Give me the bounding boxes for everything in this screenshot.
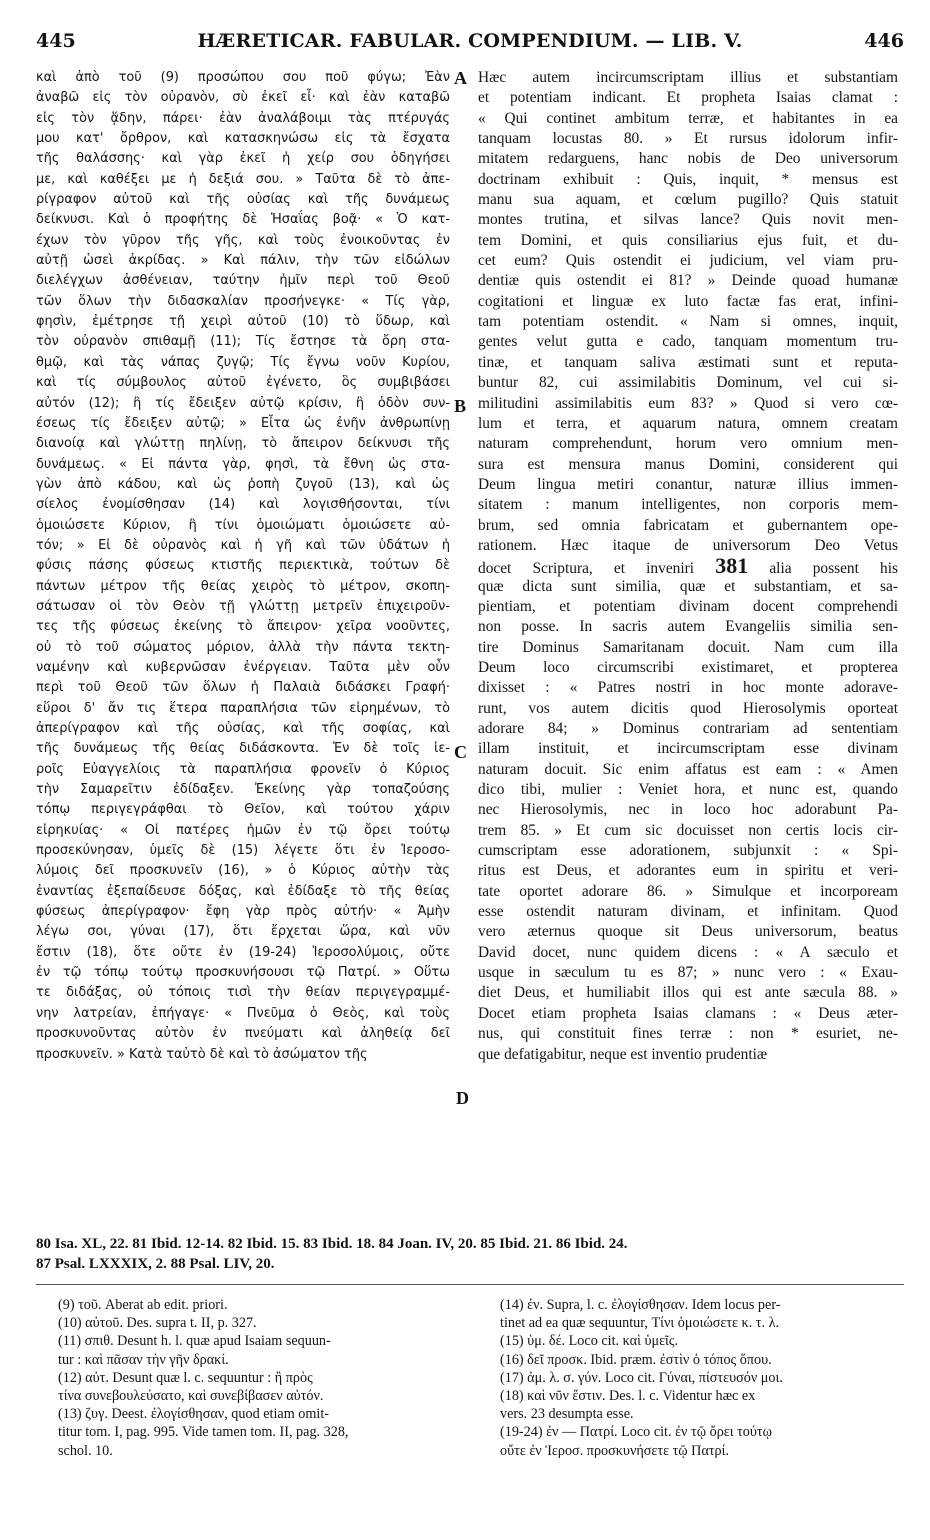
footnote-line: tinet ad ea quæ sequuntur, Τίνι ὁμοιώσετε κ. τ. λ. xyxy=(500,1315,780,1332)
latin-text-line: David docet, nunc quidem dicens : « A sæculo et xyxy=(478,943,898,961)
latin-text-line: sura est mensura manus Domini, considerent qui xyxy=(478,455,898,473)
running-header xyxy=(36,30,904,58)
latin-text-line: militudini assimilabitis eum 83? » Quod si vero cœ- xyxy=(478,394,898,412)
latin-text-line: pientiam, et potentiam divinam docent comprehendi xyxy=(478,597,898,615)
latin-text-line: cogitationi et linguæ ex luto factæ fas erat, infini- xyxy=(478,292,898,310)
greek-text-line: θμῷ, καὶ τὰς νάπας ζυγῷ; Τίς ἔγνω νοῦν Κυρίου, xyxy=(36,354,450,370)
footnote-line: schol. 10. xyxy=(58,1442,113,1459)
latin-text-line: Hæc autem incircumscriptam illius et substantiam xyxy=(478,69,898,86)
page-number-left: 445 xyxy=(36,30,76,52)
column-number: 381 xyxy=(715,556,749,577)
scripture-references xyxy=(36,1234,904,1274)
latin-text-line: dentiæ quis ostendit ei 81? » Deinde quoad humanæ xyxy=(478,272,898,290)
latin-column xyxy=(478,68,898,1226)
scripture-reference-line: 80 Isa. XL, 22. 81 Ibid. 12-14. 82 Ibid. 15. 83 Ibid. 18. 84 Joan. IV, 20. 85 Ibid. 21. 86 Ibid. 24. xyxy=(36,1236,628,1252)
latin-text-line: dixisset : « Patres nostri in hoc monte adorave- xyxy=(478,679,898,697)
footnote-line: vers. 23 desumpta esse. xyxy=(500,1406,634,1423)
greek-text-line: τόπῳ περιγεγράφθαι τὸ Θεῖον, καὶ τούτου χάριν xyxy=(36,802,450,818)
greek-text-line: έχων τὸν γῦρον τῆς γῆς, καὶ τοὺς ἐνοικοῦντας ἐν xyxy=(36,232,450,248)
latin-text-line: tinæ, et tanquam saliva æstimati sunt et reputa- xyxy=(478,353,898,371)
latin-text-line: ritus est Deus, et adorantes eum in spiritu et veri- xyxy=(478,862,898,880)
greek-text-line: αὐτόν (12); ἢ τίς ἔδειξεν αὐτῷ κρίσιν, ἢ ὁδὸν συν- xyxy=(36,395,450,411)
latin-text-line: buntur 82, cui assimilabitis Dominum, vel cui si- xyxy=(478,374,898,392)
latin-text-line: trem 85. » Et cum sic docuisset non certis locis cir- xyxy=(478,821,898,839)
greek-text-line: σίελος ἐνομίσθησαν (14) καὶ λογισθήσονται, τίνι xyxy=(36,497,450,513)
greek-text-line: δυνάμεως. « Εἰ πάντα γὰρ, φησὶ, τὰ ἔθνη ὡς στα- xyxy=(36,456,450,472)
latin-text-line: Deum lingua metiri conantur, naturæ illius immen- xyxy=(478,475,898,493)
scripture-reference-line: 87 Psal. LXXXIX, 2. 88 Psal. LIV, 20. xyxy=(36,1256,275,1272)
latin-text-line: sitatem : manum intelligentes, non corporis mem- xyxy=(478,496,898,514)
greek-text-line: προσκυνοῦντας αὐτὸν ἐν πνεύματι καὶ ἀληθείᾳ δεῖ xyxy=(36,1026,450,1042)
latin-text-line: non posse. In sacris autem Evangeliis similia sen- xyxy=(478,618,898,636)
greek-text-line: εἰρηκυίας· « Οἱ πατέρες ἡμῶν ἐν τῷ ὄρει τούτῳ xyxy=(36,822,450,838)
greek-text-line: ἀναβῶ εἰς τὸν οὐρανὸν, σὺ ἐκεῖ εἶ· καὶ ἐὰν καταβῶ xyxy=(36,90,450,106)
greek-text-line: λέγω σοι, γύναι (17), ὅτι ἔρχεται ὥρα, καὶ νῦν xyxy=(36,924,450,940)
latin-text-line: manu sua aquam, et cœlum pugillo? Quis statuit xyxy=(478,191,898,209)
footnote-line: tur : καὶ πᾶσαν τὴν γῆν δρακί. xyxy=(58,1351,229,1368)
greek-text-line: διελέγχων ἀσθένειαν, ταύτην ἡμῖν περὶ τοῦ Θεοῦ xyxy=(36,273,450,289)
greek-text-line: καὶ ἀπὸ τοῦ (9) προσώπου σου ποῦ φύγω; Ἐὰν xyxy=(36,70,450,85)
greek-text-line: αὐτῇ ὡσεὶ ἀκρίδας. » Καὶ πάλιν, τὴν τῶν εἰδώλων xyxy=(36,253,450,269)
latin-text-line: et potentiam indicant. Et propheta Isaias clamat : xyxy=(478,89,898,107)
greek-text-line: φησὶν, ἐμέτρησε τῇ χειρὶ αὐτοῦ (10) τὸ ὕδωρ, καὶ xyxy=(36,314,450,330)
footnote-line: (18) καὶ νῦν ἔστιν. Des. l. c. Videntur hæc ex xyxy=(500,1388,756,1405)
footnotes-left xyxy=(58,1296,458,1460)
greek-text-line: σάτωσαν οἱ τὸν Θεὸν τῇ γλώττῃ μετρεῖν ἐπιχειροῦν- xyxy=(36,598,450,614)
latin-text-line: Docet etiam propheta Isaias clamans : « Deus æter- xyxy=(478,1004,898,1022)
latin-text-line: tem Domini, et quis consiliarius ejus fuit, et du- xyxy=(478,231,898,249)
footnote-line: (9) τοῦ. Aberat ab edit. priori. xyxy=(58,1297,228,1313)
latin-text-line: cet eum? Quis ostendit ei judicium, vel viam pru- xyxy=(478,252,898,270)
greek-text-line: τε διδάξας, οὐ τόποις τισὶ τὴν θείαν περιγεγραμμέ- xyxy=(36,985,450,1001)
latin-text-line: vero æternus quoque sit Deus universorum, beatus xyxy=(478,923,898,941)
latin-text-line: Deum loco circumscribi existimaret, et propterea xyxy=(478,658,898,676)
latin-text-line: lum et terra, et aquarum natura, omnem creatam xyxy=(478,414,898,432)
greek-text-line: πάντων μέτρον τῆς θείας χειρὸς τὸ μέτρον, σκοπη- xyxy=(36,578,450,594)
greek-text-line: οὐ τὸ τοῦ σώματος μόριον, ἀλλὰ τὴν πάντα τεκτη- xyxy=(36,639,450,655)
greek-text-line: νην λατρείαν, ἐπήγαγε· « Πνεῦμα ὁ Θεὸς, καὶ τοὺς xyxy=(36,1005,450,1021)
footnote-line: (13) ζυγ. Deest. ἐλογίσθησαν, quod etiam omit- xyxy=(58,1406,330,1423)
footnote-line: (17) ἀμ. λ. σ. γύν. Loco cit. Γύναι, πίστευσόν μοι. xyxy=(500,1369,783,1386)
footnote-line: (15) ὑμ. δέ. Loco cit. καὶ ὑμεῖς. xyxy=(500,1333,679,1350)
greek-text-line: λύμοις δεῖ προσκυνεῖν (16), » ὁ Κύριος αὐτὴν τὰς xyxy=(36,863,450,879)
latin-text-line: tate oportet adorare 86. » Simulque et incorpoream xyxy=(478,882,898,900)
margin-marker-a: A xyxy=(454,68,467,88)
margin-marker-b: B xyxy=(454,396,467,416)
latin-text-line: illam instituit, et incircumscriptam esse divinam xyxy=(478,740,898,758)
footnotes-right xyxy=(500,1296,900,1460)
footnote-line: τίνα συνεβουλεύσατο, καὶ συνεβίβασεν αὐτόν. xyxy=(58,1388,324,1405)
greek-text-line: τῆς δυνάμεως τῆς θείας διδάσκοντα. Ἐν δὲ τοῖς ἱε- xyxy=(36,741,450,757)
greek-text-line: περὶ τοῦ Θεοῦ τῶν ὅλων ἡ Παλαιὰ διδάσκει Γραφή· xyxy=(36,680,450,696)
footnote-divider xyxy=(36,1284,904,1285)
greek-text-line: ἐν τῷ τόπῳ τούτῳ προσκυνήσουσι τῷ Πατρί. » Οὕτω xyxy=(36,965,450,981)
footnote-line: (12) αὐτ. Desunt quæ l. c. sequuntur : ἢ πρὸς xyxy=(58,1369,313,1386)
greek-text-line: έσεως τίς ἔδειξεν αὐτῷ; » Εἶτα ὡς ἐνῆν ἀνθρωπίνῃ xyxy=(36,415,450,431)
latin-text-line: tanquam locustas 80. » Et rursus idolorum infir- xyxy=(478,130,898,148)
greek-text-line: εἰς τὸν ᾅδην, πάρει· ἐὰν ἀναλάβοιμι τὰς πτέρυγάς xyxy=(36,110,450,126)
greek-text-line: δείκνυσι. Καὶ ὁ προφήτης δὲ Ἡσαΐας βοᾷ· « Ὁ κατ- xyxy=(36,212,450,228)
latin-text-line: adorare 84; » Dominus contrariam ad sententiam xyxy=(478,720,898,737)
latin-text-line: montes trutina, et silvas lance? Quis novit men- xyxy=(478,211,898,229)
latin-text-line: cumscriptam esse adorationem, subjunxit : « Spi- xyxy=(478,842,898,860)
latin-text-line: quæ dicta sunt similia, quæ et substantiam, et sa- xyxy=(478,577,898,595)
latin-text-line: runt, vos autem dicitis quod Hierosolymis oporteat xyxy=(478,699,898,717)
latin-text-line: diet Deus, et humiliabit illos qui est ante sæcula 88. » xyxy=(478,984,898,1002)
margin-marker-d: D xyxy=(456,1088,469,1108)
page-number-right: 446 xyxy=(864,30,904,52)
footnote-line: οὔτε ἐν Ἱεροσ. προσκυνήσετε τῷ Πατρί. xyxy=(500,1442,730,1459)
latin-text-line: usque in sæculum tu es 87; » nunc vero : « Exau- xyxy=(478,964,898,982)
latin-text-line: tam potentiam ostendit. « Nam si omnes, inquit, xyxy=(478,313,898,331)
latin-text-line: mitatem redarguens, hanc nobis de Deo universorum xyxy=(478,150,898,168)
greek-text-line: ἀπερίγραφον καὶ τῆς οὐσίας, καὶ τῆς σοφίας, καὶ xyxy=(36,721,450,736)
greek-text-line: διανοίᾳ καὶ γλώττῃ πηλίνῃ, τὸ ἄπειρον δείκνυσι τῆς xyxy=(36,436,450,452)
greek-text-line: προσεκύνησαν, ὑμεῖς δὲ (15) λέγετε ὅτι ἐν Ἱεροσο- xyxy=(36,843,450,859)
latin-text-line: nus, qui constituit fines terræ : non * esuriet, ne- xyxy=(478,1025,898,1043)
latin-text-line: « Qui continet ambitum terræ, et habitantes in ea xyxy=(478,109,898,127)
footnote-line: titur tom. I, pag. 995. Vide tamen tom. II, pag. 328, xyxy=(58,1424,349,1441)
greek-text-line: ροῖς Εὐαγγελίοις τὰ παραπλήσια φρονεῖν ὁ Κύριος xyxy=(36,761,450,777)
footnote-line: (16) δεῖ προσκ. Ibid. præm. ἐστὶν ὁ τόπος ὅπου. xyxy=(500,1351,772,1368)
greek-text-line: φύσις πάσης φύσεως κτιστῆς περιεκτικὰ, τούτων δὲ xyxy=(36,558,450,574)
latin-text-line: tire Dominus Samaritanam docuit. Nam cum illa xyxy=(478,638,898,656)
latin-text-line: naturam docuit. Sic enim affatus est eam : « Amen xyxy=(478,760,898,778)
footnote-line: (19-24) ἐν — Πατρί. Loco cit. ἐν τῷ ὄρει τούτῳ xyxy=(500,1424,772,1441)
greek-text-line: τῆς θαλάσσης· καὶ γὰρ ἐκεῖ ἡ χείρ σου ὁδηγήσει xyxy=(36,151,450,167)
footnote-line: (11) σπιθ. Desunt h. l. quæ apud Isaiam sequun- xyxy=(58,1333,331,1350)
margin-marker-c: C xyxy=(454,742,467,762)
greek-text-line: ρίγραφον αὐτοῦ καὶ τῆς οὐσίας καὶ τῆς δυνάμεως xyxy=(36,192,450,208)
latin-text-line: naturam comprehendunt, horum vero omnium men- xyxy=(478,435,898,453)
footnote-line: (14) ἐν. Supra, l. c. ἐλογίσθησαν. Idem locus per- xyxy=(500,1297,781,1313)
latin-text-line: que defatigabitur, neque est inventio prudentiæ xyxy=(478,1045,768,1063)
latin-text-line: rationem. Hæc itaque de universorum Deo Vetus xyxy=(478,536,898,554)
running-title: HÆRETICAR. FABULAR. COMPENDIUM. — LIB. V. xyxy=(197,30,743,52)
greek-text-line: τὴν Σαμαρεῖτιν ἐδίδαξεν. Ἐκείνης γὰρ τοπαζούσης xyxy=(36,782,450,798)
greek-text-line: τες τῆς φύσεως ἐκείνης τὸ ἄπειρον· χεῖρα νοοῦντες, xyxy=(36,619,450,635)
latin-text-line: gentes velut gutta e cado, tanquam momentum tru- xyxy=(478,333,898,351)
greek-text-line: ἔστιν (18), ὅτε οὔτε ἐν (19-24) Ἱεροσολύμοις, οὔτε xyxy=(36,944,450,960)
greek-text-line: τὸν οὐρανὸν σπιθαμῇ (11); Τίς ἔστησε τὰ ὄρη στα- xyxy=(36,334,450,350)
latin-text-line: esse ostendit naturam divinam, et infinitam. Quod xyxy=(478,903,898,921)
greek-text-line: γὼν ἀπὸ κάδου, καὶ ὡς ῥοπὴ ζυγοῦ (13), καὶ ὡς xyxy=(36,476,450,492)
greek-text-line: ἐναντίας ἐξεπαίδευσε δόξας, καὶ ἐδίδαξε τὸ τῆς θείας xyxy=(36,883,450,899)
greek-text-line: τόν; » Εἰ δὲ οὐρανὸς καὶ ἡ γῆ καὶ τῶν ὑδάτων ἡ xyxy=(36,537,450,553)
latin-text-line: nec Hierosolymis, nec in loco hoc adorabunt Pa- xyxy=(478,801,898,819)
greek-text-line: φύσεως ἀπερίγραφον· ἔφη γὰρ πρὸς αὐτήν· « Ἀμὴν xyxy=(36,904,450,920)
greek-text-line: μου κατ' ὄρθρον, καὶ κατασκηνώσω εἰς τὰ ἔσχατα xyxy=(36,131,450,147)
greek-text-line: εὕροι δ' ἄν τις ἕτερα παραπλήσια τῶν εἰρημένων, τὸ xyxy=(36,700,450,716)
greek-text-line: προσκυνεῖν. » Κατὰ ταὐτὸ δὲ καὶ τὸ ἀσώματον τῆς xyxy=(36,1046,368,1062)
greek-column xyxy=(36,68,450,1226)
greek-text-line: τῶν ὅλων τὴν διδασκαλίαν προσήνεγκε· « Τίς γὰρ, xyxy=(36,293,450,309)
greek-text-line: ὁμοιώσετε Κύριον, ἢ τίνι ὁμοιώματι ὁμοιώσετε αὐ- xyxy=(36,517,450,533)
latin-text-line: docet Scriptura, et inveniri 381 alia possent his xyxy=(478,556,898,576)
greek-text-line: ναμένην καὶ κυβερνῶσαν ἐνέργειαν. Ταῦτα μὲν οὖν xyxy=(36,659,450,675)
latin-text-line: brum, sed omnia fabricatam et gubernantem ope- xyxy=(478,516,898,534)
latin-text-line: doctrinam exhibuit : Quis, inquit, * mensus est xyxy=(478,170,898,188)
latin-text-line: dico tibi, mulier : Veniet hora, et nunc est, quando xyxy=(478,781,898,799)
footnote-line: (10) αὐτοῦ. Des. supra t. II, p. 327. xyxy=(58,1315,257,1332)
greek-text-line: με, καὶ καθέξει με ἡ δεξιά σου. » Ταῦτα δὲ τὸ ἀπε- xyxy=(36,171,450,187)
greek-text-line: καὶ τίς σύμβουλος αὐτοῦ ἐγένετο, ὃς συμβιβάσει xyxy=(36,375,450,391)
